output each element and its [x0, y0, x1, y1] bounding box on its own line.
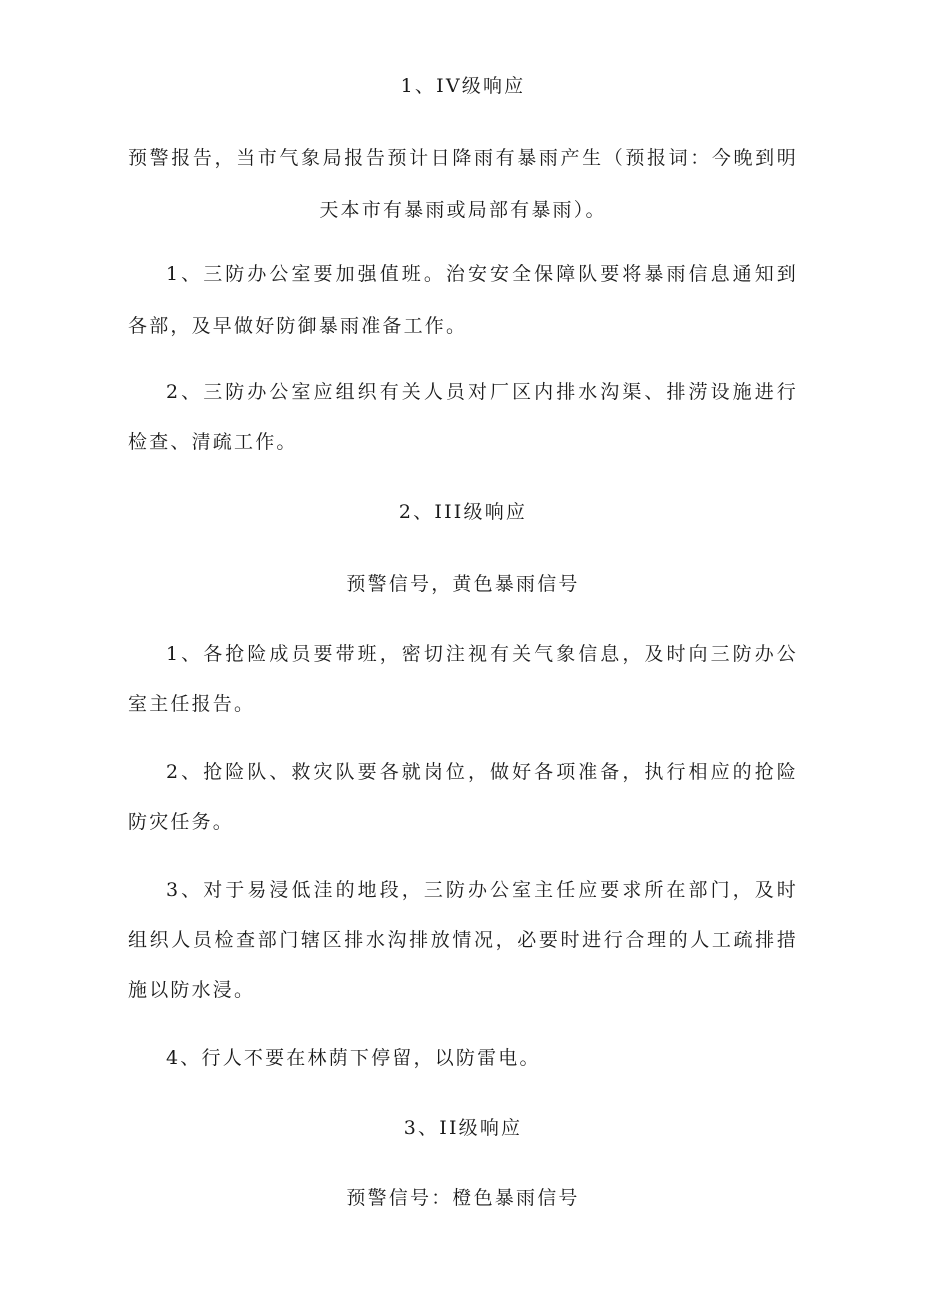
level-iv-item-1-line-1: 1、三防办公室要加强值班。治安安全保障队要将暴雨信息通知到	[166, 263, 798, 285]
section-heading-level-ii: 3、II级响应	[403, 1117, 523, 1139]
section-heading-level-iv: 1、IV级响应	[400, 75, 526, 97]
level-iii-item-3-line-2: 组织人员检查部门辖区排水沟排放情况，必要时进行合理的人工疏排措	[128, 929, 798, 951]
level-iii-item-2-line-1: 2、抢险队、救灾队要各就岗位，做好各项准备，执行相应的抢险	[166, 761, 798, 783]
level-iv-item-2-line-2: 检查、清疏工作。	[128, 431, 298, 453]
level-iv-item-2-line-1: 2、三防办公室应组织有关人员对厂区内排水沟渠、排涝设施进行	[166, 381, 798, 403]
level-iii-item-3-line-1: 3、对于易浸低洼的地段，三防办公室主任应要求所在部门，及时	[166, 879, 798, 901]
level-iii-item-1-line-1: 1、各抢险成员要带班，密切注视有关气象信息，及时向三防办公	[166, 643, 798, 665]
level-iii-item-2-line-2: 防灾任务。	[128, 811, 235, 833]
intro-paragraph-1-line-1: 预警报告，当市气象局报告预计日降雨有暴雨产生（预报词：今晚到明	[128, 147, 798, 169]
level-iii-item-3-line-3: 施以防水浸。	[128, 979, 256, 1001]
intro-paragraph-1-line-2: 天本市有暴雨或局部有暴雨）。	[319, 199, 607, 221]
level-iii-item-4: 4、行人不要在林荫下停留，以防雷电。	[166, 1047, 541, 1069]
level-iv-item-1-line-2: 各部，及早做好防御暴雨准备工作。	[128, 315, 468, 337]
section-heading-level-iii: 2、III级响应	[398, 501, 528, 523]
intro-paragraph-2: 预警信号，黄色暴雨信号	[346, 573, 580, 595]
level-iii-item-1-line-2: 室主任报告。	[128, 693, 256, 715]
intro-paragraph-3: 预警信号：橙色暴雨信号	[346, 1187, 580, 1209]
